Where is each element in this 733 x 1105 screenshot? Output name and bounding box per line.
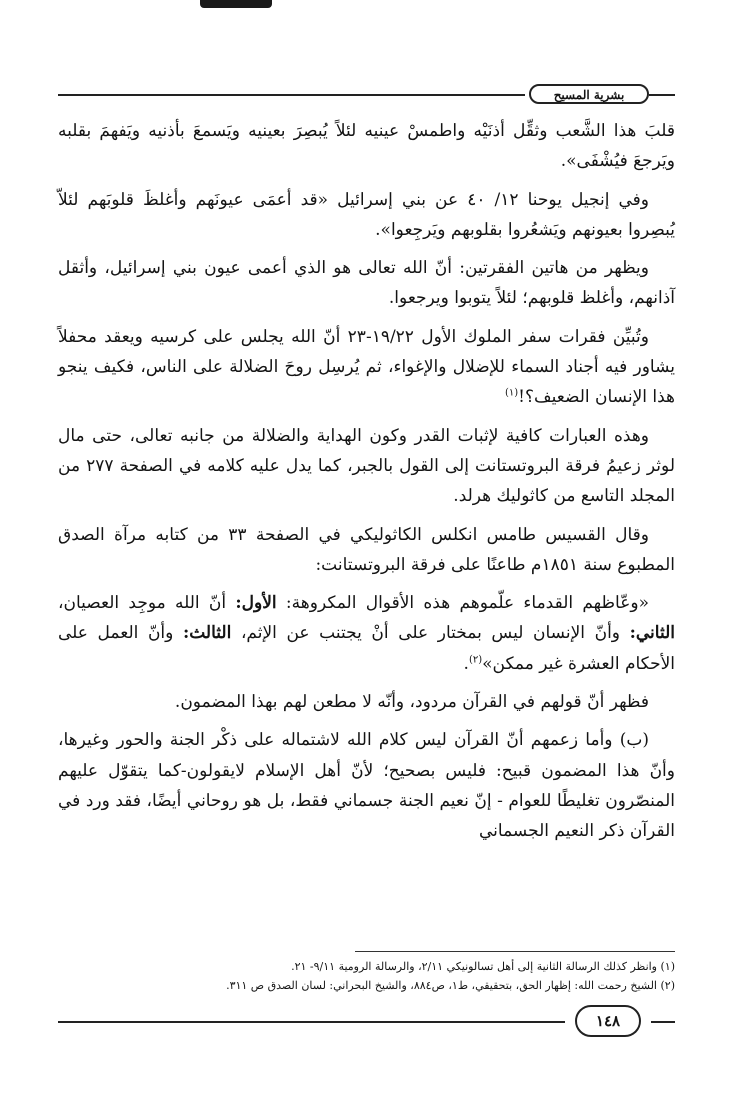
footer-rule bbox=[58, 1021, 565, 1023]
quote-end: . bbox=[463, 653, 469, 674]
quote-text: وأنّ العمل على الأحكام العشرة غير ممكن» bbox=[58, 623, 675, 674]
paragraph: وقال القسيس طامس انكلس الكاثوليكي في الصفحة ٣٣ من كتابه مرآة الصدق المطبوع سنة ١٨٥١م طاعنًا على فرقة البروتستانت: bbox=[58, 524, 675, 575]
header-rule bbox=[58, 94, 525, 96]
quote-text: أنّ الله موجِد العصيان، bbox=[58, 593, 236, 614]
page-header bbox=[58, 82, 675, 106]
paragraph: وفي إنجيل يوحنا ١٢/ ٤٠ عن بني إسرائيل «قد أعمَى عيونَهم وأغلظَ قلوبَهم لئلاّ يُبصِروا بعيونهم ويَشعُروا بقلوبهم ويَرجِعوا». bbox=[58, 189, 675, 240]
footnote-separator bbox=[355, 951, 675, 952]
footnote-ref-1[interactable]: (١) bbox=[504, 387, 519, 399]
paragraph: ويظهر من هاتين الفقرتين: أنّ الله تعالى هو الذي أعمى عيون بني إسرائيل، وأثقل آذانهم، وأغلظ قلوبهم؛ لئلاً يتوبوا ويرجعوا. bbox=[58, 258, 675, 309]
footnotes bbox=[58, 957, 675, 995]
quote-text: «وعّاظهم القدماء علّموهم هذه الأقوال المكروهة: bbox=[276, 593, 649, 614]
paragraph bbox=[58, 322, 675, 413]
running-title: بشرية المسيح bbox=[529, 84, 649, 104]
paragraph: فظهر أنّ قولهم في القرآن مردود، وأنّه لا مطعن لهم بهذا المضمون. bbox=[174, 692, 649, 713]
quotation-paragraph bbox=[58, 588, 675, 679]
header-rule-short bbox=[649, 94, 675, 96]
page-footer bbox=[58, 1005, 675, 1039]
quote-label-second: الثاني: bbox=[629, 623, 675, 644]
footer-rule-short bbox=[651, 1021, 675, 1023]
paragraph-text: وتُبيِّن فقرات سفر الملوك الأول ١٩/٢٢-٢٣ أنّ الله يجلس على كرسيه ويعقد محفلاً يشاور فيه أجناد السماء للإضلال والإغواء، ثم يُرسِل روحَ الضلالة على الناس، فكيف ينجو هذا الإنسان الضعيف؟! bbox=[58, 326, 675, 408]
body-text bbox=[58, 116, 675, 946]
footnote-ref-2[interactable]: (٢) bbox=[468, 654, 483, 666]
paragraph: قلبَ هذا الشَّعب وثقِّل أذنَيْه واطمسْ عينيه لئلاً يُبصِرَ بعينيه ويَسمعَ بأذنيه ويَفهمَ بقلبه ويَرجعَ فيُشْفَى». bbox=[58, 121, 675, 172]
footnote-2: (٢) الشيخ رحمت الله: إظهار الحق، بتحقيقي، ط١، ص٨٨٤، والشيخ البحراني: لسان الصدق ص ٣١١. bbox=[226, 979, 675, 992]
quote-label-first: الأول: bbox=[235, 593, 277, 614]
paragraph: وهذه العبارات كافية لإثبات القدر وكون الهداية والضلالة من جانبه تعالى، حتى مال لوثر زعيمُ فرقة البروتستانت إلى القول بالجبر، كما يدل عليه كلامه في الصفحة ٢٧٧ من المجلد التاسع من كاثوليك هرلد. bbox=[58, 425, 675, 507]
quote-text: وأنّ الإنسان ليس بمختار على أنْ يجتنب عن الإثم، bbox=[231, 623, 630, 644]
footnote-1: (١) وانظر كذلك الرسالة الثانية إلى أهل تسالونيكي ٢/١١، والرسالة الرومية ٩/١١- ٢١. bbox=[291, 960, 675, 973]
paragraph: (ب) وأما زعمهم أنّ القرآن ليس كلام الله لاشتماله على ذكْر الجنة والحور وغيرها، وأنّ هذا المضمون قبيح: فليس بصحيح؛ لأنّ أهل الإسلام لايقولون-كما يتقوّل عليهم المنصّرون تغليطًا للعوام - إنّ نعيم الجنة جسماني فقط، بل هو روحاني أيضًا، فقد ورد في القرآن ذكر النعيم الجسماني bbox=[58, 730, 675, 842]
page-edge-tab bbox=[200, 0, 272, 8]
quote-label-third: الثالث: bbox=[182, 623, 232, 644]
page-number: ١٤٨ bbox=[575, 1005, 641, 1037]
